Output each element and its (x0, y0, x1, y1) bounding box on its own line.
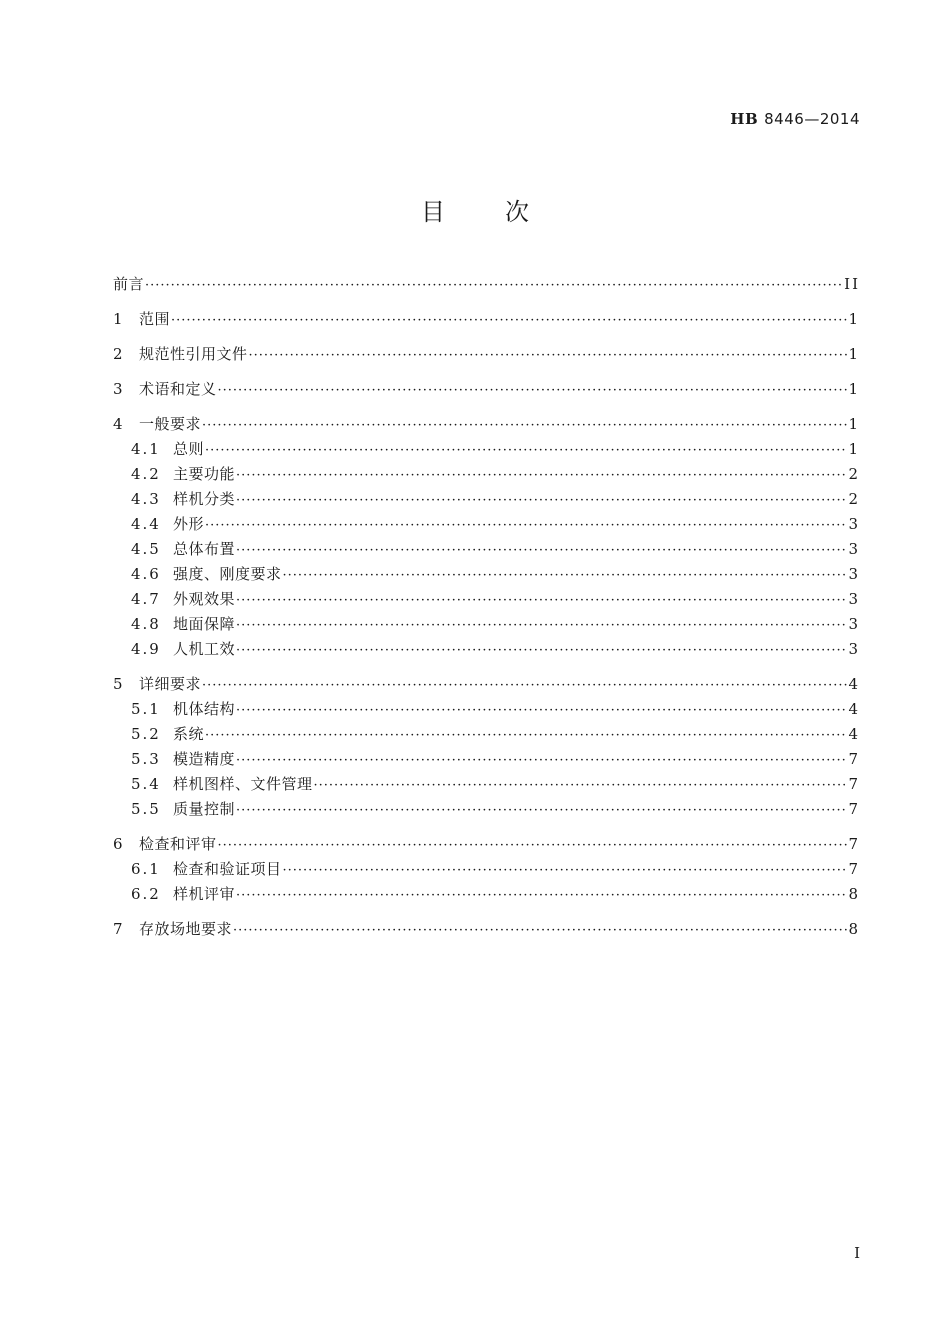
toc-entry-title: 质量控制 (173, 800, 236, 818)
toc-dot-leader (205, 438, 847, 463)
toc-entry-page: 1 (848, 440, 860, 458)
standard-prefix: HB (730, 110, 759, 128)
toc-entry-title: 范围 (139, 310, 171, 328)
toc-entry-number: 6 (113, 835, 125, 853)
toc-entry-title: 地面保障 (173, 615, 236, 633)
toc-entry[interactable] (113, 612, 860, 637)
toc-entry[interactable] (113, 537, 860, 562)
toc-entry-page: 1 (848, 345, 860, 363)
toc-entry-title: 外观效果 (173, 590, 236, 608)
standard-code (730, 110, 860, 128)
toc-entry[interactable] (113, 882, 860, 907)
toc-entry-title: 主要功能 (173, 465, 236, 483)
toc-entry-title: 样机评审 (173, 885, 236, 903)
title-char-2: 次 (505, 198, 529, 226)
toc-entry-number: 4.5 (131, 540, 161, 558)
toc-entry[interactable] (113, 772, 860, 797)
toc-entry-number: 1 (113, 310, 125, 328)
toc-entry-number: 6.1 (131, 860, 161, 878)
toc-dot-leader (283, 858, 848, 883)
toc-entry[interactable] (113, 342, 860, 367)
toc-entry[interactable] (113, 272, 860, 297)
page-title (0, 192, 950, 227)
toc-entry-page: 2 (848, 465, 860, 483)
toc-entry-number: 5.4 (131, 775, 161, 793)
toc-entry-number: 5 (113, 675, 125, 693)
toc-entry-page: 3 (848, 565, 860, 583)
toc-dot-leader (236, 538, 847, 563)
toc-entry[interactable] (113, 512, 860, 537)
toc-entry-page: 1 (848, 380, 860, 398)
toc-dot-leader (218, 833, 848, 858)
toc-entry-title: 术语和定义 (139, 380, 217, 398)
toc-entry[interactable] (113, 697, 860, 722)
toc-dot-leader (249, 343, 848, 368)
toc-dot-leader (202, 413, 847, 438)
toc-entry-title: 详细要求 (139, 675, 202, 693)
toc-entry-page: II (844, 275, 860, 293)
toc-dot-leader (205, 513, 847, 538)
toc-entry-page: 7 (848, 835, 860, 853)
toc-entry[interactable] (113, 412, 860, 437)
toc-entry[interactable] (113, 487, 860, 512)
toc-entry-title: 存放场地要求 (139, 920, 233, 938)
toc-entry-page: 3 (848, 640, 860, 658)
toc-entry-title: 总则 (173, 440, 205, 458)
toc-entry-title: 检查和验证项目 (173, 860, 282, 878)
toc-dot-leader (236, 588, 847, 613)
toc-entry-page: 8 (848, 920, 860, 938)
toc-entry-number: 4.4 (131, 515, 161, 533)
toc-dot-leader (233, 918, 847, 943)
toc-entry-number: 6.2 (131, 885, 161, 903)
toc-entry-number: 4.3 (131, 490, 161, 508)
title-char-1: 目 (421, 198, 445, 226)
toc-dot-leader (236, 883, 847, 908)
toc-entry-title: 机体结构 (173, 700, 236, 718)
toc-entry-title: 强度、刚度要求 (173, 565, 282, 583)
toc-entry[interactable] (113, 747, 860, 772)
standard-number: 8446—2014 (764, 110, 860, 128)
toc-entry-page: 4 (848, 675, 860, 693)
toc-entry[interactable] (113, 462, 860, 487)
toc-entry-number: 4.7 (131, 590, 161, 608)
toc-entry[interactable] (113, 917, 860, 942)
toc-entry-number: 2 (113, 345, 125, 363)
toc-entry-title: 样机分类 (173, 490, 236, 508)
toc-dot-leader (236, 798, 847, 823)
toc-dot-leader (202, 673, 847, 698)
toc-dot-leader (236, 463, 847, 488)
toc-entry-title: 规范性引用文件 (139, 345, 248, 363)
toc-entry[interactable] (113, 587, 860, 612)
toc-entry-page: 8 (848, 885, 860, 903)
toc-entry-page: 2 (848, 490, 860, 508)
toc-entry-number: 4.6 (131, 565, 161, 583)
toc-entry-number: 4 (113, 415, 125, 433)
toc-entry-number: 3 (113, 380, 125, 398)
toc-entry-title: 检查和评审 (139, 835, 217, 853)
toc-entry-title: 样机图样、文件管理 (173, 775, 313, 793)
toc-dot-leader (236, 638, 847, 663)
toc-entry[interactable] (113, 672, 860, 697)
toc-dot-leader (236, 613, 847, 638)
toc-dot-leader (236, 488, 847, 513)
toc-dot-leader (171, 308, 847, 333)
toc-entry-title: 系统 (173, 725, 205, 743)
toc-dot-leader (236, 698, 847, 723)
toc-entry-title: 模造精度 (173, 750, 236, 768)
toc-entry[interactable] (113, 832, 860, 857)
toc-entry-number: 5.5 (131, 800, 161, 818)
toc-entry-number: 5.3 (131, 750, 161, 768)
toc-entry-number: 5.1 (131, 700, 161, 718)
toc-entry-page: 7 (848, 860, 860, 878)
toc-entry-page: 7 (848, 775, 860, 793)
footer-page-number: I (854, 1244, 860, 1262)
toc-entry-number: 4.2 (131, 465, 161, 483)
toc-entry-page: 7 (848, 800, 860, 818)
table-of-contents (113, 272, 860, 942)
toc-entry-page: 1 (848, 415, 860, 433)
toc-entry-number: 4.1 (131, 440, 161, 458)
toc-entry[interactable] (113, 307, 860, 332)
toc-entry-page: 1 (848, 310, 860, 328)
toc-entry-page: 3 (848, 590, 860, 608)
toc-dot-leader (314, 773, 848, 798)
toc-entry[interactable] (113, 797, 860, 822)
toc-entry-title: 前言 (113, 275, 145, 293)
toc-entry-page: 4 (848, 725, 860, 743)
toc-entry[interactable] (113, 637, 860, 662)
toc-entry-page: 7 (848, 750, 860, 768)
toc-dot-leader (218, 378, 848, 403)
toc-entry-title: 一般要求 (139, 415, 202, 433)
toc-entry-page: 4 (848, 700, 860, 718)
toc-entry-page: 3 (848, 540, 860, 558)
toc-entry-page: 3 (848, 615, 860, 633)
toc-entry-number: 5.2 (131, 725, 161, 743)
toc-entry-number: 4.9 (131, 640, 161, 658)
toc-entry[interactable] (113, 722, 860, 747)
toc-entry-page: 3 (848, 515, 860, 533)
toc-entry-number: 4.8 (131, 615, 161, 633)
toc-entry[interactable] (113, 562, 860, 587)
toc-dot-leader (145, 273, 843, 298)
toc-entry-title: 外形 (173, 515, 205, 533)
toc-entry-title: 总体布置 (173, 540, 236, 558)
toc-dot-leader (205, 723, 847, 748)
toc-entry[interactable] (113, 437, 860, 462)
toc-entry[interactable] (113, 377, 860, 402)
toc-dot-leader (283, 563, 848, 588)
toc-entry-number: 7 (113, 920, 125, 938)
toc-entry-title: 人机工效 (173, 640, 236, 658)
toc-dot-leader (236, 748, 847, 773)
toc-entry[interactable] (113, 857, 860, 882)
